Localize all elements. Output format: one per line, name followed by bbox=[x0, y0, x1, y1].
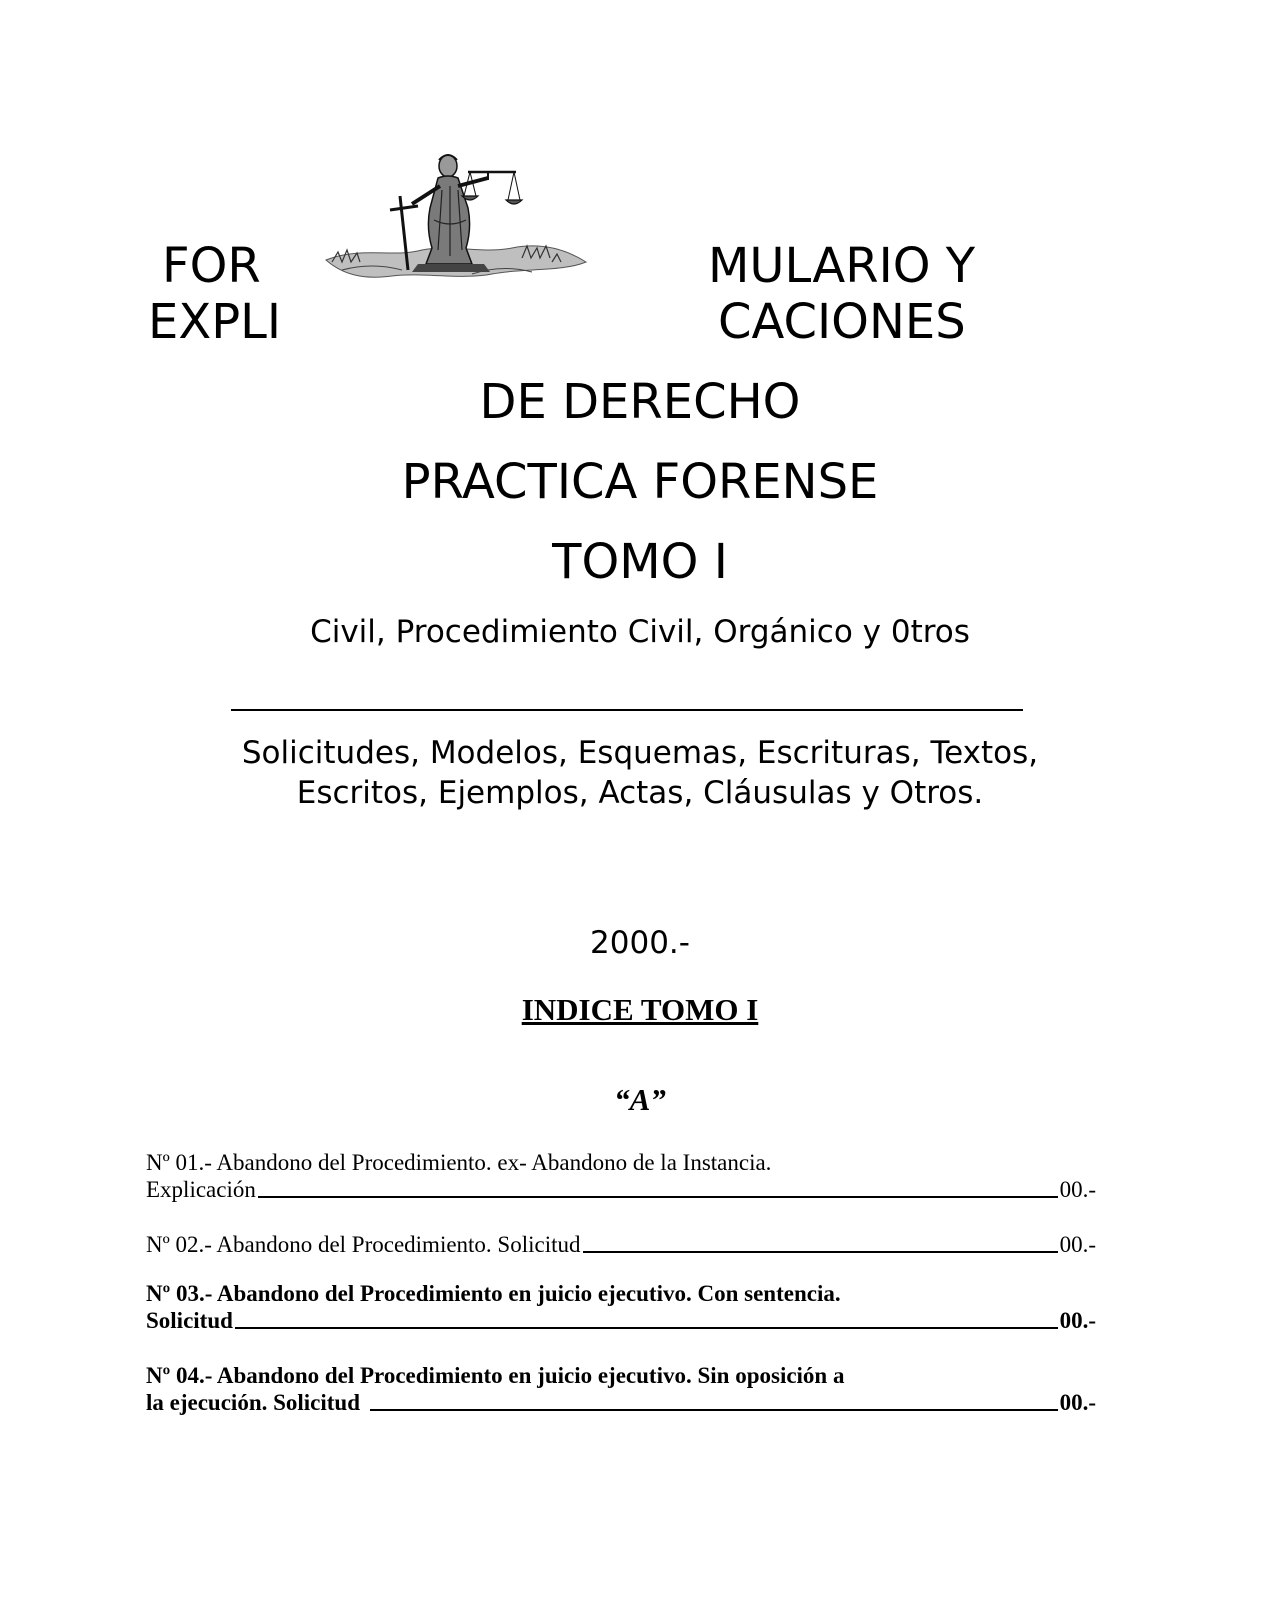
title-line-practica-forense: PRACTICA FORENSE bbox=[401, 454, 879, 510]
index-entry-page: 00.- bbox=[1059, 1232, 1096, 1257]
description-line-1: Solicitudes, Modelos, Esquemas, Escrituras, Textos, bbox=[241, 735, 1039, 771]
title-line-tomo: TOMO I bbox=[552, 534, 728, 590]
leader-line bbox=[258, 1196, 1058, 1198]
index-entry-subtitle: Solicitud bbox=[146, 1308, 233, 1333]
description-line-2: Escritos, Ejemplos, Actas, Cláusulas y Otros. bbox=[296, 775, 984, 811]
title-part-right-1: MULARIO Y bbox=[708, 238, 976, 294]
index-entry-02 bbox=[146, 1231, 1096, 1258]
index-entry-title: Nº 03.- Abandono del Procedimiento en juicio ejecutivo. Con sentencia. bbox=[146, 1281, 841, 1306]
title-part-left-2: EXPLI bbox=[148, 294, 282, 350]
index-entry-page: 00.- bbox=[1059, 1390, 1096, 1415]
index-entry-title: Nº 01.- Abandono del Procedimiento. ex- Abandono de la Instancia. bbox=[146, 1150, 772, 1175]
horizontal-rule bbox=[231, 709, 1023, 711]
title-part-right-2: CACIONES bbox=[718, 294, 966, 350]
index-entry-03 bbox=[146, 1280, 1096, 1334]
subtitle: Civil, Procedimiento Civil, Orgánico y 0tros bbox=[310, 614, 970, 650]
index-title bbox=[0, 992, 1280, 1028]
index-entry-subtitle: Explicación bbox=[146, 1177, 256, 1202]
leader-line bbox=[235, 1327, 1058, 1329]
index-entry-page: 00.- bbox=[1059, 1177, 1096, 1202]
leader-line bbox=[370, 1409, 1058, 1411]
index-entry-01 bbox=[146, 1149, 1096, 1203]
index-entry-page: 00.- bbox=[1059, 1308, 1096, 1333]
title-line-derecho: DE DERECHO bbox=[479, 374, 801, 430]
index-entry-title: Nº 02.- Abandono del Procedimiento. Solicitud bbox=[146, 1232, 581, 1257]
index-section-letter: “A” bbox=[614, 1082, 666, 1117]
year: 2000.- bbox=[590, 925, 690, 961]
justice-emblem-image bbox=[322, 150, 590, 295]
index-entry-subtitle: la ejecución. Solicitud bbox=[146, 1390, 361, 1415]
leader-line bbox=[583, 1251, 1058, 1253]
index-entry-title: Nº 04.- Abandono del Procedimiento en juicio ejecutivo. Sin oposición a bbox=[146, 1363, 845, 1388]
title-part-left-1: FOR bbox=[162, 238, 261, 294]
description bbox=[0, 733, 1280, 813]
index-title-text: INDICE TOMO I bbox=[521, 992, 759, 1027]
index-entry-04 bbox=[146, 1362, 1096, 1416]
